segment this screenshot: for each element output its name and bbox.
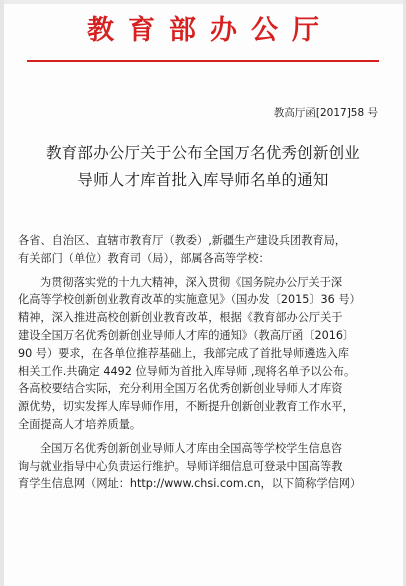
page-top-edge — [0, 0, 406, 4]
body-line: 建设全国万名优秀创新创业导师人才库的通知》（教高厅函〔2016〕 — [18, 328, 355, 342]
body-line: 90 号）要求，在各单位推荐基础上，我部完成了首批导师遴选入库 — [18, 346, 350, 360]
body-line: 相关工作.共确定 4492 位导师为首批入库导师 ,现将名单予以公布。 — [18, 364, 356, 378]
body-line: 有关部门（单位）教育司（局），部属各高等学校： — [18, 251, 270, 265]
body-line: 精神，深入推进高校创新创业教育改革，根据《教育部办公厅关于 — [18, 311, 343, 325]
body-line: 育学生信息网（网址：http://www.chsi.com.cn，以下简称学信网） — [18, 477, 362, 491]
document-body — [18, 232, 392, 493]
document-number: 教高厅函[2017]58 号 — [273, 107, 378, 119]
body-line: 全面提高人才培养质量。 — [18, 417, 142, 431]
body-line: 为贯彻落实党的十九大精神，深入贯彻《国务院办公厅关于深 — [40, 275, 343, 289]
body-line: 全国万名优秀创新创业导师人才库由全国高等学校学生信息咨 — [40, 441, 343, 455]
letterhead-red-rule — [27, 60, 379, 62]
letterhead-title: 教育部办公厅 — [87, 15, 333, 46]
body-line: 化高等学校创新创业教育改革的实施意见》（国办发〔2015〕36 号） — [18, 293, 361, 307]
body-line: 询与就业指导中心负责运行维护。导师详细信息可登录中国高等教 — [18, 459, 343, 473]
document-title-line-2: 导师人才库首批入库导师名单的通知 — [77, 171, 329, 189]
page-left-edge — [0, 0, 4, 586]
body-line: 源优势，切实发挥人库导师作用，不断提升创新创业教育工作水平， — [18, 400, 354, 414]
body-line: 各高校要结合实际，充分利用全国万名优秀创新创业导师人才库资 — [18, 382, 343, 396]
document-title — [18, 140, 388, 194]
body-line: 各省、自治区、直辖市教育厅（教委）,新疆生产建设兵团教育局， — [18, 234, 346, 247]
document-title-line-1: 教育部办公厅关于公布全国万名优秀创新创业 — [45, 144, 360, 162]
